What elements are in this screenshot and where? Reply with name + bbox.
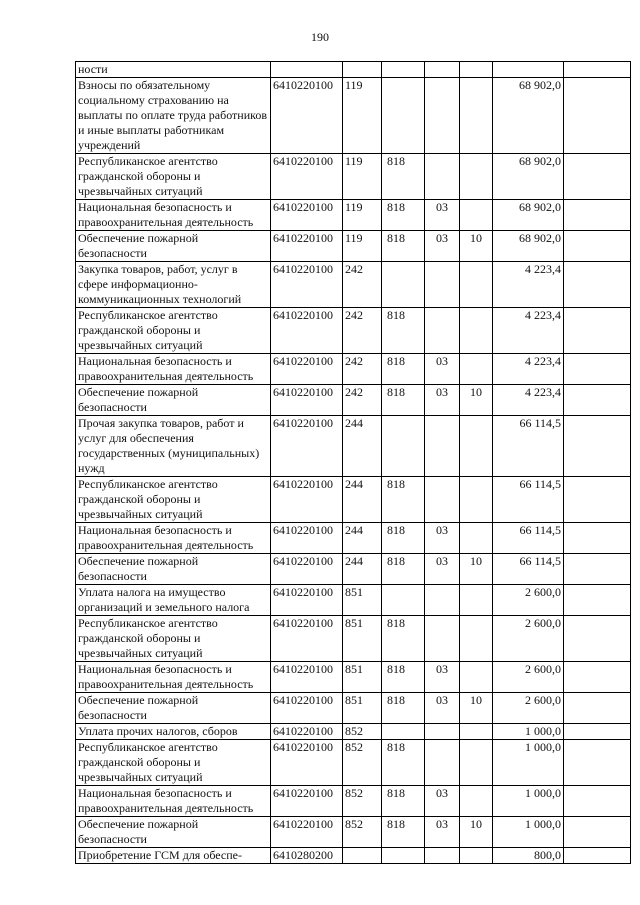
section-cell: 03 xyxy=(425,662,460,693)
administrator-code: 818 xyxy=(387,740,405,754)
table-row xyxy=(76,62,631,78)
table-row xyxy=(76,477,631,523)
row-name-cell: Уплата налога на имущество организаций и земельного налога xyxy=(76,585,271,616)
row-name-cell: Прочая закупка товаров, работ и услуг для обеспечения государственных (муниципальных) нужд xyxy=(76,416,271,477)
extra-cell xyxy=(564,200,631,231)
subsection-cell xyxy=(460,200,493,231)
row-name-cell: ности xyxy=(76,62,271,78)
target-article-cell: 6410220100 xyxy=(271,231,343,262)
table-row xyxy=(76,848,631,864)
administrator-code: 818 xyxy=(387,693,405,707)
table-row xyxy=(76,416,631,477)
subsection-cell: 10 xyxy=(460,817,493,848)
extra-cell xyxy=(564,154,631,200)
amount-cell: 2 600,0 xyxy=(493,662,564,693)
row-name-cell: Обеспечение пожарной безопасности xyxy=(76,693,271,724)
row-name-cell: Взносы по обязательному социальному страхованию на выплаты по оплате труда работников и иные выплаты работникам учреждений xyxy=(76,78,271,154)
administrator-code-cell xyxy=(382,616,425,662)
administrator-code: 818 xyxy=(387,231,405,245)
subsection-cell xyxy=(460,848,493,864)
row-name-cell: Обеспечение пожарной безопасности xyxy=(76,554,271,585)
administrator-code-cell xyxy=(382,523,425,554)
administrator-code xyxy=(384,416,387,430)
administrator-code: 818 xyxy=(387,385,405,399)
section-cell: 03 xyxy=(425,354,460,385)
administrator-code: 818 xyxy=(387,200,405,214)
table-row xyxy=(76,385,631,416)
target-article-cell: 6410220100 xyxy=(271,740,343,786)
amount-cell: 66 114,5 xyxy=(493,416,564,477)
expense-type-cell: 244 xyxy=(343,523,382,554)
table-row xyxy=(76,693,631,724)
row-name-cell: Республиканское агентство гражданской обороны и чрезвычайных ситуаций xyxy=(76,308,271,354)
extra-cell xyxy=(564,523,631,554)
subsection-cell xyxy=(460,308,493,354)
amount-cell: 68 902,0 xyxy=(493,154,564,200)
table-row xyxy=(76,724,631,740)
target-article-cell: 6410280200 xyxy=(271,848,343,864)
budget-table xyxy=(75,61,631,864)
row-name-cell: Республиканское агентство гражданской обороны и чрезвычайных ситуаций xyxy=(76,740,271,786)
administrator-code-cell xyxy=(382,554,425,585)
section-cell xyxy=(425,477,460,523)
subsection-cell xyxy=(460,740,493,786)
expense-type-cell: 242 xyxy=(343,262,382,308)
section-cell: 03 xyxy=(425,554,460,585)
row-name-cell: Национальная безопасность и правоохранительная деятельность xyxy=(76,662,271,693)
administrator-code-cell xyxy=(382,848,425,864)
administrator-code-cell xyxy=(382,231,425,262)
amount-cell: 68 902,0 xyxy=(493,231,564,262)
amount-cell: 2 600,0 xyxy=(493,616,564,662)
administrator-code-cell xyxy=(382,154,425,200)
subsection-cell xyxy=(460,416,493,477)
target-article-cell: 6410220100 xyxy=(271,78,343,154)
administrator-code-cell xyxy=(382,662,425,693)
target-article-cell: 6410220100 xyxy=(271,416,343,477)
row-name-cell: Уплата прочих налогов, сборов xyxy=(76,724,271,740)
administrator-code: 818 xyxy=(387,817,405,831)
administrator-code-cell xyxy=(382,62,425,78)
section-cell xyxy=(425,848,460,864)
table-row xyxy=(76,200,631,231)
expense-type-cell: 851 xyxy=(343,616,382,662)
expense-type-cell: 244 xyxy=(343,477,382,523)
extra-cell xyxy=(564,477,631,523)
administrator-code-cell xyxy=(382,78,425,154)
subsection-cell xyxy=(460,354,493,385)
extra-cell xyxy=(564,693,631,724)
expense-type-cell: 852 xyxy=(343,724,382,740)
administrator-code-cell xyxy=(382,262,425,308)
section-cell: 03 xyxy=(425,693,460,724)
administrator-code-cell xyxy=(382,693,425,724)
section-cell xyxy=(425,78,460,154)
subsection-cell xyxy=(460,262,493,308)
subsection-cell xyxy=(460,62,493,78)
section-cell xyxy=(425,740,460,786)
extra-cell xyxy=(564,848,631,864)
target-article-cell: 6410220100 xyxy=(271,200,343,231)
table-row xyxy=(76,585,631,616)
row-name-cell: Национальная безопасность и правоохранительная деятельность xyxy=(76,786,271,817)
row-name-cell: Национальная безопасность и правоохранительная деятельность xyxy=(76,523,271,554)
expense-type-cell xyxy=(343,62,382,78)
amount-cell: 2 600,0 xyxy=(493,693,564,724)
expense-type-cell: 851 xyxy=(343,585,382,616)
administrator-code: 818 xyxy=(387,662,405,676)
expense-type-cell: 242 xyxy=(343,385,382,416)
section-cell xyxy=(425,416,460,477)
administrator-code: 818 xyxy=(387,477,405,491)
section-cell: 03 xyxy=(425,231,460,262)
row-name-cell: Обеспечение пожарной безопасности xyxy=(76,385,271,416)
target-article-cell xyxy=(271,62,343,78)
administrator-code-cell xyxy=(382,585,425,616)
subsection-cell xyxy=(460,154,493,200)
subsection-cell xyxy=(460,786,493,817)
extra-cell xyxy=(564,786,631,817)
amount-cell: 1 000,0 xyxy=(493,817,564,848)
row-name-cell: Республиканское агентство гражданской обороны и чрезвычайных ситуаций xyxy=(76,477,271,523)
target-article-cell: 6410220100 xyxy=(271,616,343,662)
row-name-cell: Национальная безопасность и правоохранительная деятельность xyxy=(76,354,271,385)
administrator-code xyxy=(384,78,387,92)
amount-cell: 1 000,0 xyxy=(493,786,564,817)
subsection-cell: 10 xyxy=(460,693,493,724)
row-name-cell: Обеспечение пожарной безопасности xyxy=(76,231,271,262)
administrator-code xyxy=(384,262,387,276)
expense-type-cell: 851 xyxy=(343,693,382,724)
page-number: 190 xyxy=(311,30,329,44)
extra-cell xyxy=(564,616,631,662)
amount-cell: 68 902,0 xyxy=(493,200,564,231)
extra-cell xyxy=(564,817,631,848)
amount-cell: 1 000,0 xyxy=(493,740,564,786)
target-article-cell: 6410220100 xyxy=(271,308,343,354)
target-article-cell: 6410220100 xyxy=(271,693,343,724)
amount-cell: 66 114,5 xyxy=(493,523,564,554)
expense-type-cell: 119 xyxy=(343,200,382,231)
section-cell xyxy=(425,262,460,308)
target-article-cell: 6410220100 xyxy=(271,385,343,416)
extra-cell xyxy=(564,308,631,354)
subsection-cell: 10 xyxy=(460,554,493,585)
administrator-code-cell xyxy=(382,477,425,523)
section-cell xyxy=(425,62,460,78)
administrator-code: 818 xyxy=(387,786,405,800)
expense-type-cell: 244 xyxy=(343,416,382,477)
extra-cell xyxy=(564,385,631,416)
administrator-code xyxy=(384,848,387,862)
section-cell xyxy=(425,724,460,740)
target-article-cell: 6410220100 xyxy=(271,585,343,616)
section-cell: 03 xyxy=(425,817,460,848)
subsection-cell: 10 xyxy=(460,385,493,416)
extra-cell xyxy=(564,62,631,78)
administrator-code-cell xyxy=(382,724,425,740)
expense-type-cell: 119 xyxy=(343,154,382,200)
section-cell xyxy=(425,585,460,616)
expense-type-cell: 244 xyxy=(343,554,382,585)
expense-type-cell: 852 xyxy=(343,740,382,786)
amount-cell: 4 223,4 xyxy=(493,308,564,354)
section-cell: 03 xyxy=(425,200,460,231)
administrator-code xyxy=(384,724,387,738)
section-cell xyxy=(425,616,460,662)
subsection-cell xyxy=(460,585,493,616)
table-row xyxy=(76,662,631,693)
subsection-cell xyxy=(460,616,493,662)
table-row xyxy=(76,786,631,817)
table-row xyxy=(76,262,631,308)
section-cell: 03 xyxy=(425,523,460,554)
amount-cell: 66 114,5 xyxy=(493,554,564,585)
administrator-code-cell xyxy=(382,416,425,477)
section-cell xyxy=(425,308,460,354)
expense-type-cell: 119 xyxy=(343,78,382,154)
table-row xyxy=(76,78,631,154)
extra-cell xyxy=(564,740,631,786)
expense-type-cell: 852 xyxy=(343,786,382,817)
administrator-code xyxy=(384,62,387,76)
section-cell xyxy=(425,154,460,200)
row-name-cell: Закупка товаров, работ, услуг в сфере информационно-коммуникационных технологий xyxy=(76,262,271,308)
row-name-cell: Республиканское агентство гражданской обороны и чрезвычайных ситуаций xyxy=(76,154,271,200)
administrator-code-cell xyxy=(382,786,425,817)
expense-type-cell: 119 xyxy=(343,231,382,262)
amount-cell: 4 223,4 xyxy=(493,262,564,308)
administrator-code-cell xyxy=(382,740,425,786)
target-article-cell: 6410220100 xyxy=(271,477,343,523)
administrator-code: 818 xyxy=(387,523,405,537)
row-name-cell: Республиканское агентство гражданской обороны и чрезвычайных ситуаций xyxy=(76,616,271,662)
subsection-cell xyxy=(460,724,493,740)
subsection-cell xyxy=(460,662,493,693)
administrator-code-cell xyxy=(382,817,425,848)
administrator-code: 818 xyxy=(387,308,405,322)
table-row xyxy=(76,817,631,848)
table-row xyxy=(76,523,631,554)
expense-type-cell xyxy=(343,848,382,864)
administrator-code-cell xyxy=(382,354,425,385)
expense-type-cell: 851 xyxy=(343,662,382,693)
table-row xyxy=(76,616,631,662)
row-name-cell: Обеспечение пожарной безопасности xyxy=(76,817,271,848)
extra-cell xyxy=(564,724,631,740)
target-article-cell: 6410220100 xyxy=(271,724,343,740)
expense-type-cell: 242 xyxy=(343,308,382,354)
table-row xyxy=(76,231,631,262)
amount-cell: 68 902,0 xyxy=(493,78,564,154)
target-article-cell: 6410220100 xyxy=(271,786,343,817)
target-article-cell: 6410220100 xyxy=(271,354,343,385)
section-cell: 03 xyxy=(425,385,460,416)
extra-cell xyxy=(564,78,631,154)
table-row xyxy=(76,354,631,385)
amount-cell: 4 223,4 xyxy=(493,354,564,385)
table-row xyxy=(76,154,631,200)
extra-cell xyxy=(564,262,631,308)
target-article-cell: 6410220100 xyxy=(271,817,343,848)
administrator-code-cell xyxy=(382,385,425,416)
subsection-cell xyxy=(460,78,493,154)
extra-cell xyxy=(564,554,631,585)
administrator-code: 818 xyxy=(387,616,405,630)
target-article-cell: 6410220100 xyxy=(271,523,343,554)
row-name-cell: Приобретение ГСМ для обеспе- xyxy=(76,848,271,864)
administrator-code-cell xyxy=(382,308,425,354)
extra-cell xyxy=(564,354,631,385)
extra-cell xyxy=(564,416,631,477)
amount-cell xyxy=(493,62,564,78)
extra-cell xyxy=(564,231,631,262)
amount-cell: 66 114,5 xyxy=(493,477,564,523)
amount-cell: 800,0 xyxy=(493,848,564,864)
subsection-cell: 10 xyxy=(460,231,493,262)
target-article-cell: 6410220100 xyxy=(271,262,343,308)
subsection-cell xyxy=(460,523,493,554)
amount-cell: 4 223,4 xyxy=(493,385,564,416)
extra-cell xyxy=(564,585,631,616)
table-row xyxy=(76,554,631,585)
table-row xyxy=(76,308,631,354)
subsection-cell xyxy=(460,477,493,523)
amount-cell: 1 000,0 xyxy=(493,724,564,740)
row-name-cell: Национальная безопасность и правоохранительная деятельность xyxy=(76,200,271,231)
administrator-code-cell xyxy=(382,200,425,231)
target-article-cell: 6410220100 xyxy=(271,154,343,200)
expense-type-cell: 242 xyxy=(343,354,382,385)
extra-cell xyxy=(564,662,631,693)
amount-cell: 2 600,0 xyxy=(493,585,564,616)
administrator-code: 818 xyxy=(387,154,405,168)
expense-type-cell: 852 xyxy=(343,817,382,848)
administrator-code: 818 xyxy=(387,354,405,368)
administrator-code: 818 xyxy=(387,554,405,568)
target-article-cell: 6410220100 xyxy=(271,554,343,585)
table-row xyxy=(76,740,631,786)
target-article-cell: 6410220100 xyxy=(271,662,343,693)
section-cell: 03 xyxy=(425,786,460,817)
administrator-code xyxy=(384,585,387,599)
